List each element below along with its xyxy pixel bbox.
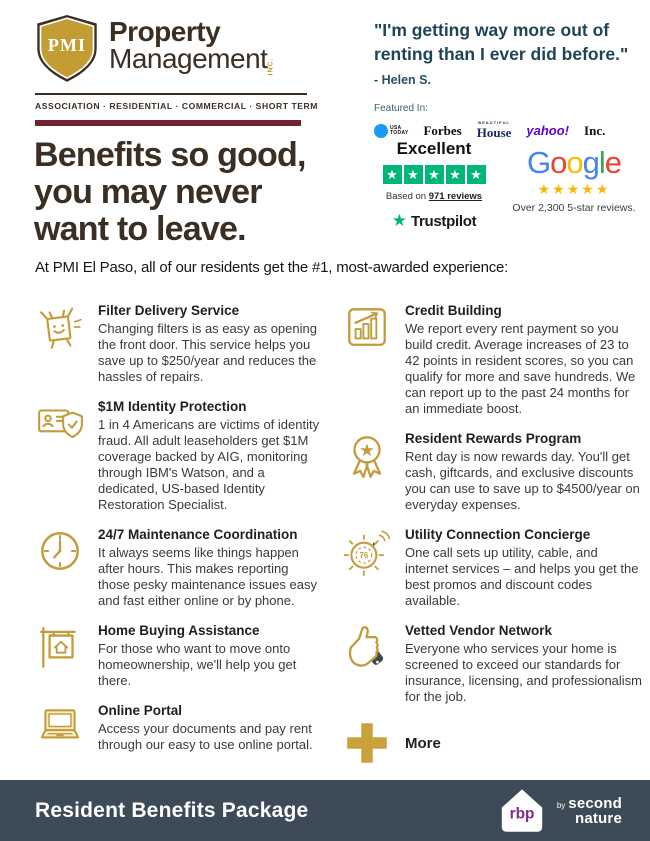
benefit-title: Online Portal: [98, 703, 183, 718]
google-rating: [508, 146, 640, 214]
yahoo-logo: yahoo!: [526, 123, 570, 138]
featured-in: [374, 103, 642, 141]
benefit-credit-building: [342, 302, 642, 417]
forbes-logo: Forbes: [423, 122, 462, 138]
intro-line: At PMI El Paso, all of our residents get the #1, most-awarded experience:: [35, 259, 509, 276]
benefit-description: One call sets up utility, cable, and internet services – and helps you get the best promos and discount codes available.: [405, 545, 639, 608]
svg-text:76: 76: [359, 550, 369, 560]
benefit-description: Access your documents and pay rent through our easy to use online portal.: [98, 721, 313, 752]
utility-dial-icon: [342, 526, 392, 576]
star-icon: ★: [446, 165, 465, 184]
star-icon: ★: [383, 165, 402, 184]
benefit-description: For those who want to move onto homeownership, we'll help you get there.: [98, 641, 297, 688]
svg-text:★: ★: [359, 440, 375, 461]
rbp-logo-icon: [496, 785, 548, 837]
inc-logo: Inc.: [584, 122, 606, 138]
trustpilot-stars: [372, 165, 496, 184]
benefit-utility-concierge: [342, 526, 642, 609]
trustpilot-reviews-link[interactable]: 971 reviews: [428, 191, 483, 202]
brand-name-line1: Property: [109, 16, 221, 47]
benefit-filter-delivery: [35, 302, 323, 385]
testimonial-attribution: - Helen S.: [374, 73, 431, 87]
pmi-shield-icon: [35, 14, 99, 84]
star-icon: ★: [404, 165, 423, 184]
benefit-title: Home Buying Assistance: [98, 623, 260, 638]
benefit-more: [342, 718, 642, 768]
online-portal-laptop-icon: [35, 702, 85, 752]
headline-line2: you may never: [34, 173, 262, 211]
maintenance-clock-icon: [35, 526, 85, 576]
benefit-description: Everyone who services your home is screened to exceed our standards for insurance, licensing, and professionalism for the job.: [405, 641, 643, 704]
home-buying-sign-icon: [35, 622, 85, 672]
benefit-vendor-network: [342, 622, 642, 705]
benefit-description: Rent day is now rewards day. You'll get cash, giftcards, and exclusive discounts you can use to save up to $4500/year on everyday expenses.: [405, 449, 640, 512]
benefit-online-portal: [35, 702, 323, 753]
footer-title: Resident Benefits Package: [35, 798, 309, 822]
usa-today-wordmark: USA TODAY: [390, 124, 409, 136]
benefit-description: It always seems like things happen after hours. This makes reporting those pesky maintenance issues easy and fast either online or by phone.: [98, 545, 317, 608]
pmi-shield-label: PMI: [47, 35, 87, 56]
vendor-thumbs-up-icon: [342, 622, 392, 672]
star-icon: ★: [566, 181, 582, 197]
trustpilot-star-icon: ★: [391, 211, 407, 230]
benefit-title: Filter Delivery Service: [98, 303, 240, 318]
plus-icon: [342, 718, 392, 768]
headline-line1: Benefits so good,: [34, 136, 306, 174]
benefit-home-buying: [35, 622, 323, 689]
benefit-description: Changing filters is as easy as opening the front door. This service helps you save up to $250/year and reduces the hassles of repairs.: [98, 321, 317, 384]
benefit-description: We report every rent payment so you build credit. Average increases of 23 to 42 points in resident scores, so you can qualify for more and save hundreds. We can report up to the past 24 months for an immediate boost.: [405, 321, 636, 416]
usa-today-circle-icon: [374, 124, 388, 138]
brand-name: [109, 16, 275, 76]
star-icon: ★: [581, 181, 596, 197]
benefits-column-right: [342, 302, 642, 781]
house-beautiful-logo: BEAUTIFUL House: [476, 120, 512, 140]
brand-accent-bar: [35, 120, 301, 126]
brand-divider: [35, 93, 307, 95]
identity-protection-icon: [35, 398, 85, 448]
featured-in-label: Featured In:: [374, 103, 428, 114]
google-logo: Google: [526, 145, 621, 180]
star-icon: ★: [467, 165, 486, 184]
star-icon: ★: [537, 181, 553, 197]
trustpilot-rating-label: Excellent: [396, 139, 472, 158]
credit-building-chart-icon: [342, 302, 392, 352]
benefits-column-left: [35, 302, 323, 766]
rbp-second-nature-logo: [496, 785, 622, 837]
featured-in-logos: [374, 120, 642, 141]
benefit-title: Utility Connection Concierge: [405, 527, 591, 542]
brand-header: [35, 14, 340, 126]
benefit-maintenance: [35, 526, 323, 609]
star-icon: ★: [425, 165, 444, 184]
star-icon: ★: [552, 181, 567, 197]
google-stars: [508, 181, 640, 199]
headline: [34, 137, 306, 248]
headline-line3: want to leave.: [34, 210, 246, 248]
benefit-title: Resident Rewards Program: [405, 431, 582, 446]
filter-delivery-icon: [35, 302, 85, 352]
second-nature-wordmark: by second nature: [556, 794, 622, 827]
pmi-logo: [35, 14, 340, 84]
google-review-caption: Over 2,300 5-star reviews.: [512, 202, 636, 214]
footer-banner: [0, 780, 650, 841]
testimonial-quote-line1: "I'm getting way more out of: [374, 20, 610, 40]
trustpilot-review-count: Based on 971 reviews: [385, 191, 483, 202]
testimonial: [374, 18, 642, 141]
brand-tagline: ASSOCIATION · RESIDENTIAL · COMMERCIAL · SHORT TERM: [35, 101, 318, 111]
rewards-medal-icon: [342, 430, 392, 480]
usa-today-logo: [374, 124, 408, 138]
benefit-identity-protection: [35, 398, 323, 513]
more-label: More: [405, 734, 441, 752]
benefit-title: 24/7 Maintenance Coordination: [98, 527, 298, 542]
brand-name-line2: Management: [109, 43, 268, 74]
benefit-description: 1 in 4 Americans are victims of identity fraud. All adult leaseholders get $1M coverage backed by AIG, monitoring through IBM's Watson, and a dedicated, US-based Identity Restoration Specialist.: [98, 417, 320, 512]
benefit-title: $1M Identity Protection: [98, 399, 247, 414]
rbp-wordmark: rbp: [509, 805, 535, 823]
brand-name-suffix: INC.: [267, 57, 275, 76]
benefit-title: Credit Building: [405, 303, 502, 318]
testimonial-quote-line2: renting than I ever did before.": [374, 44, 629, 64]
star-icon: ★: [595, 181, 611, 197]
benefit-title: Vetted Vendor Network: [405, 623, 553, 638]
trustpilot-rating: [372, 139, 496, 231]
benefit-resident-rewards: [342, 430, 642, 513]
trustpilot-logo: ★ Trustpilot: [391, 211, 477, 230]
